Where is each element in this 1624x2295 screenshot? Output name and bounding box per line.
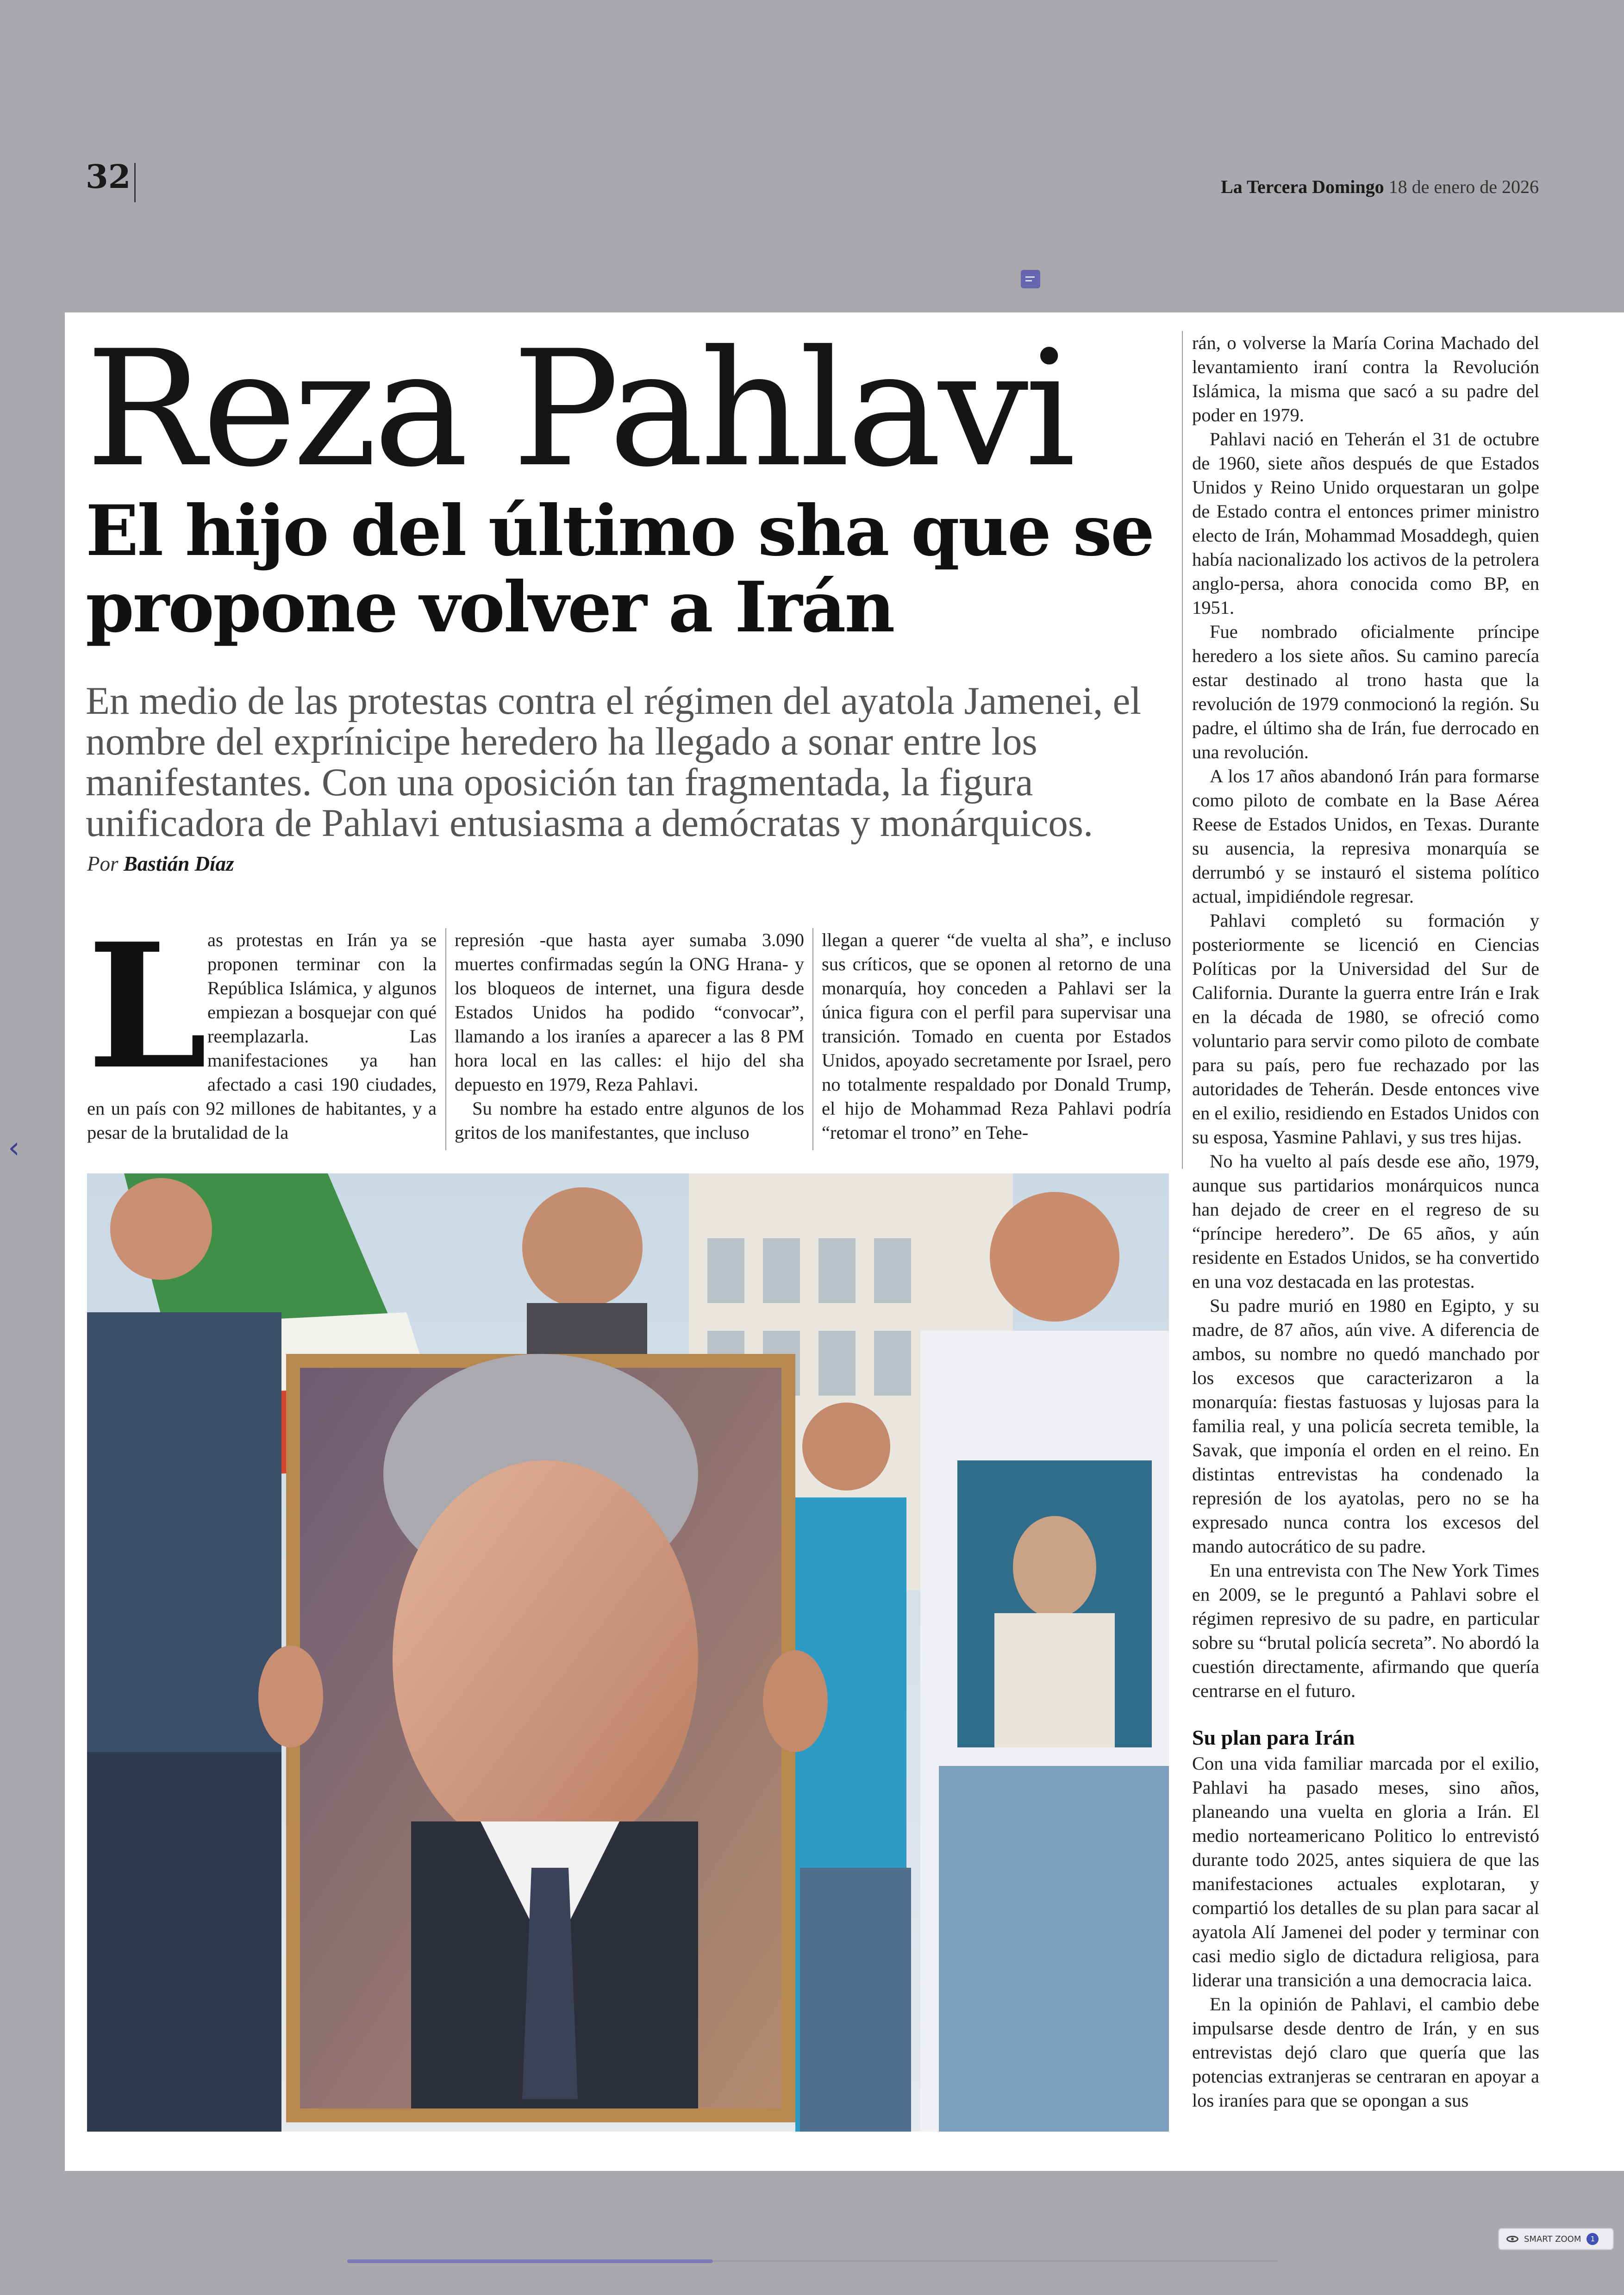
body-column-2 [455, 928, 804, 1145]
paragraph: Pahlavi nació en Teherán el 31 de octubre de 1960, siete años después de que Estados Unidos y Reino Unido orquestaran un golpe de Estado contra el entonces primer ministro electo de Irán, Mohammad Mosaddegh, quien había nacionalizado los activos de la petrolera anglo-persa, ahora conocida como BP, en 1951. [1192, 429, 1539, 618]
column-rule [812, 928, 813, 1150]
paragraph: Su nombre ha estado entre algunos de los gritos de los manifestantes, que incluso [455, 1098, 804, 1143]
body-column-3 [822, 928, 1171, 1145]
paragraph: No ha vuelto al país desde ese año, 1979, aunque sus partidarios monárquicos nunca han dejado de creer en el regreso de su “príncipe heredero”. De 65 años, y aún residente en Estados Unidos, se ha convertido en una voz destacada en las protestas. [1192, 1151, 1539, 1292]
page-header [0, 0, 1624, 310]
drop-cap: L [87, 906, 208, 1107]
paragraph: En una entrevista con The New York Times en 2009, se le preguntó a Pahlavi sobre el régimen represivo de su padre, en particular sobre su “brutal policía secreta”. No abordó la cuestión directamente, afirmando que quería centrarse en el futuro. [1192, 1560, 1539, 1701]
body-column-4 [1192, 331, 1539, 2113]
protest-photo-illustration [87, 1173, 1169, 2132]
article-subtitle: El hijo del último sha que se propone volver a Irán [86, 490, 1154, 648]
paragraph: Pahlavi completó su formación y posteriormente se licenció en Ciencias Políticas por la Universidad del Sur de California. Durante la guerra entre Irán e Irak en la década de 1980, se ofreció como voluntario para servir como piloto de combate para su país, pero fue rechazado por las autoridades de Teherán. Desde entonces vive en el exilio, residiendo en Estados Unidos con su esposa, Yasmine Pahlavi, y sus tres hijas. [1192, 910, 1539, 1148]
magazine-page [65, 312, 1624, 2171]
paragraph: rán, o volverse la María Corina Machado del levantamiento iraní contra la Revolución Islámica, la misma que sacó a su padre del poder en 1979. [1192, 332, 1539, 425]
section-subhead: Su plan para Irán [1192, 1726, 1355, 1749]
byline-author: Bastián Díaz [123, 852, 234, 875]
paragraph: llegan a querer “de vuelta al sha”, e incluso sus críticos, que se oponen al retorno de una monarquía, hoy conceden a Pahlavi ser la única figura con el perfil para supervisar una transición. Tomado en cuenta por Estados Unidos, apoyado secretamente por Israel, pero no totalmente respaldado por Donald Trump, el hijo de Mohammad Reza Pahlavi podría “retomar el trono” en Tehe- [822, 929, 1171, 1143]
note-icon[interactable] [1021, 270, 1040, 288]
smart-zoom-count-badge: 1 [1587, 2233, 1599, 2245]
paragraph: En la opinión de Pahlavi, el cambio debe impulsarse desde dentro de Irán, y en sus entrevistas dejó claro que quería que las potencias extranjeras se centraran en apoyar a los iraníes para que se opongan a sus [1192, 1994, 1539, 2111]
paragraph: Fue nombrado oficialmente príncipe heredero a los siete años. Su camino parecía estar destinado al trono hasta que la revolución de 1979 conmocionó la región. Su padre, el último sha de Irán, fue derrocado en una revolución. [1192, 621, 1539, 762]
chevron-left-icon[interactable]: ‹ [8, 1131, 20, 1165]
protest-photo [87, 1173, 1169, 2132]
article-byline [87, 852, 234, 876]
eye-icon [1506, 2236, 1518, 2242]
paragraph: Su padre murió en 1980 en Egipto, y su madre, de 87 años, aún vive. A diferencia de ambos, su nombre no quedó manchado por los excesos que caracterizaron a la monarquía: fiestas fastuosas y lujosas para la familia real, y una policía secreta temible, la Savak, que imponía el orden en el reino. En distintas entrevistas ha condenado la represión de los ayatolas, pero no se ha expresado nunca contra los excesos del mando autocrático de su padre. [1192, 1295, 1539, 1557]
publication-name: La Tercera Domingo [1221, 176, 1384, 197]
smart-zoom-button[interactable] [1498, 2228, 1614, 2250]
paragraph: A los 17 años abandonó Irán para formarse como piloto de combate en la Base Aérea Reese de Estados Unidos, en Texas. Durante su ausencia, la represiva monarquía se derrumbó y se instauró el sistema político actual, impidiéndole regresar. [1192, 766, 1539, 907]
paragraph: represión -que hasta ayer sumaba 3.090 muertes confirmadas según la ONG Hrana- y los bloqueos de internet, una figura desde Estados Unidos ha podido “convocar”, llamando a los iraníes a aparecer a las 8 PM hora local en las calles: el hijo del sha depuesto en 1979, Reza Pahlavi. [455, 929, 804, 1095]
column-rule [1182, 331, 1183, 1169]
page-number-divider [134, 163, 136, 202]
article-deck: En medio de las protestas contra el régimen del ayatola Jamenei, el nombre del exprínicipe heredero ha llegado a sonar entre los manifestantes. Con una oposición tan fragmentada, la figura unificadora de Pahlavi entusiasma a demócratas y monárquicos. [86, 679, 1141, 845]
smart-zoom-label: SMART ZOOM [1524, 2234, 1581, 2244]
page-number: 32 [86, 157, 131, 196]
byline-prefix: Por [87, 852, 119, 875]
publication-line [1221, 176, 1539, 198]
reading-progress-fill [347, 2259, 713, 2263]
paragraph: as protestas en Irán ya se proponen terminar con la República Islámica, y algunos empiezan a bosquejar con qué reemplazarla. Las manifestaciones ya han afectado a casi 190 ciudades, en un país con 92 millones de habitantes, y a pesar de la brutalidad de la [87, 929, 437, 1143]
column-rule [445, 928, 446, 1150]
article-title: Reza Pahlavi [86, 317, 1072, 502]
publication-date: 18 de enero de 2026 [1388, 176, 1539, 197]
paragraph: Con una vida familiar marcada por el exilio, Pahlavi ha pasado meses, sino años, planeando una vuelta en gloria a Irán. El medio norteamericano Politico lo entrevistó durante todo 2025, antes siquiera de que las manifestaciones actuales explotaran, y compartió los detalles de su plan para sacar al ayatola Alí Jamenei del poder y terminar con casi medio siglo de dictadura religiosa, para liderar una transición a una democracia laica. [1192, 1753, 1539, 1990]
body-column-1 [87, 906, 437, 1145]
